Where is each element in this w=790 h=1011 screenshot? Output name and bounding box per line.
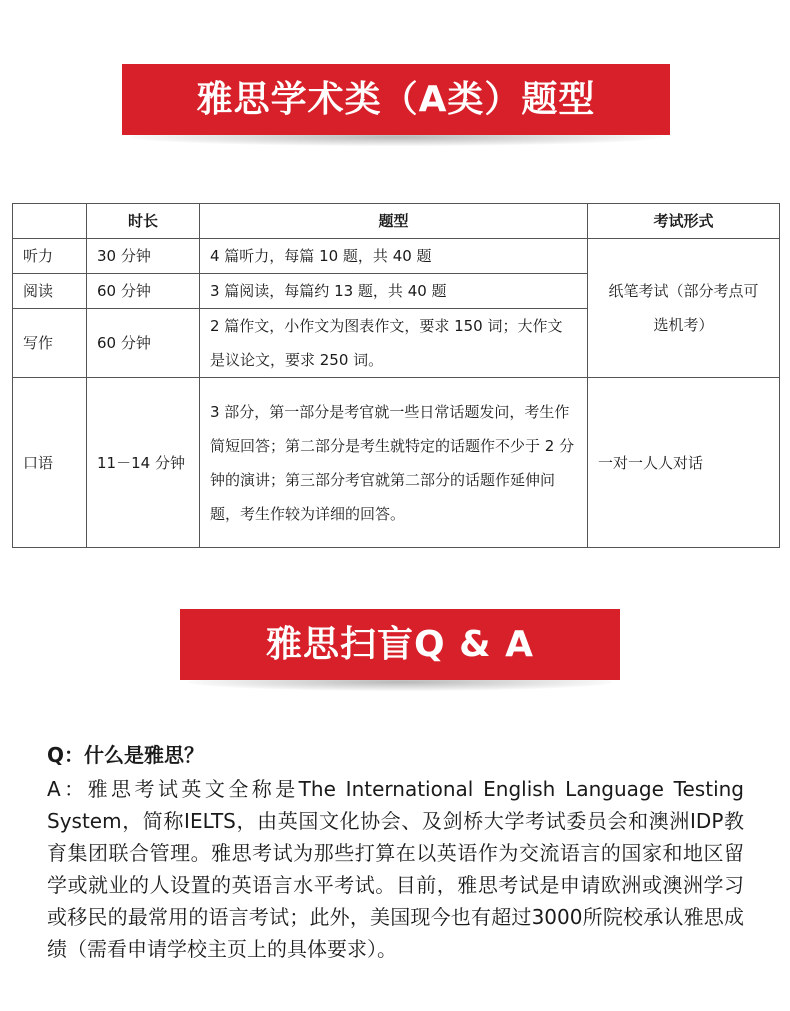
duration-cell: 60 分钟 — [87, 274, 200, 309]
description-cell: 4 篇听力，每篇 10 题，共 40 题 — [200, 239, 588, 274]
header-question-type: 题型 — [200, 204, 588, 239]
format-cell-speaking: 一对一人人对话 — [588, 378, 780, 548]
description-cell: 3 部分，第一部分是考官就一些日常话题发问，考生作简短回答；第二部分是考生就特定的话题作不少于 2 分钟的演讲；第三部分考官就第二部分的话题作延伸问题，考生作较为详细的回答。 — [200, 378, 588, 548]
header-duration: 时长 — [87, 204, 200, 239]
format-cell-written: 纸笔考试（部分考点可选机考） — [588, 239, 780, 378]
qa-question: Q：什么是雅思？ — [47, 743, 205, 767]
duration-cell: 30 分钟 — [87, 239, 200, 274]
header-exam-format: 考试形式 — [588, 204, 780, 239]
description-cell: 2 篇作文，小作文为图表作文，要求 150 词；大作文是议论文，要求 250 词。 — [200, 309, 588, 378]
section-cell: 阅读 — [13, 274, 87, 309]
section-cell: 听力 — [13, 239, 87, 274]
section-banner-exam-types: 雅思学术类（A类）题型 — [122, 64, 670, 135]
table-row — [13, 239, 780, 274]
description-cell: 3 篇阅读，每篇约 13 题，共 40 题 — [200, 274, 588, 309]
section-banner-qa: 雅思扫盲Q & A — [180, 609, 620, 680]
duration-cell: 60 分钟 — [87, 309, 200, 378]
table-header-row — [13, 204, 780, 239]
table-row — [13, 378, 780, 548]
duration-cell: 11－14 分钟 — [87, 378, 200, 548]
section-cell: 口语 — [13, 378, 87, 548]
header-section — [13, 204, 87, 239]
section-cell: 写作 — [13, 309, 87, 378]
exam-format-table — [12, 203, 780, 548]
qa-answer: A：雅思考试英文全称是The International English Language Testing System，简称IELTS，由英国文化协会、及剑桥大学考试委员会和澳洲IDP教育集团联合管理。雅思考试为那些打算在以英语作为交流语言的国家和地区留学或就业的人设置的英语言水平考试。目前，雅思考试是申请欧洲或澳洲学习或移民的最常用的语言考试；此外，美国现今也有超过3000所院校承认雅思成绩（需看申请学校主页上的具体要求）。 — [47, 777, 744, 961]
